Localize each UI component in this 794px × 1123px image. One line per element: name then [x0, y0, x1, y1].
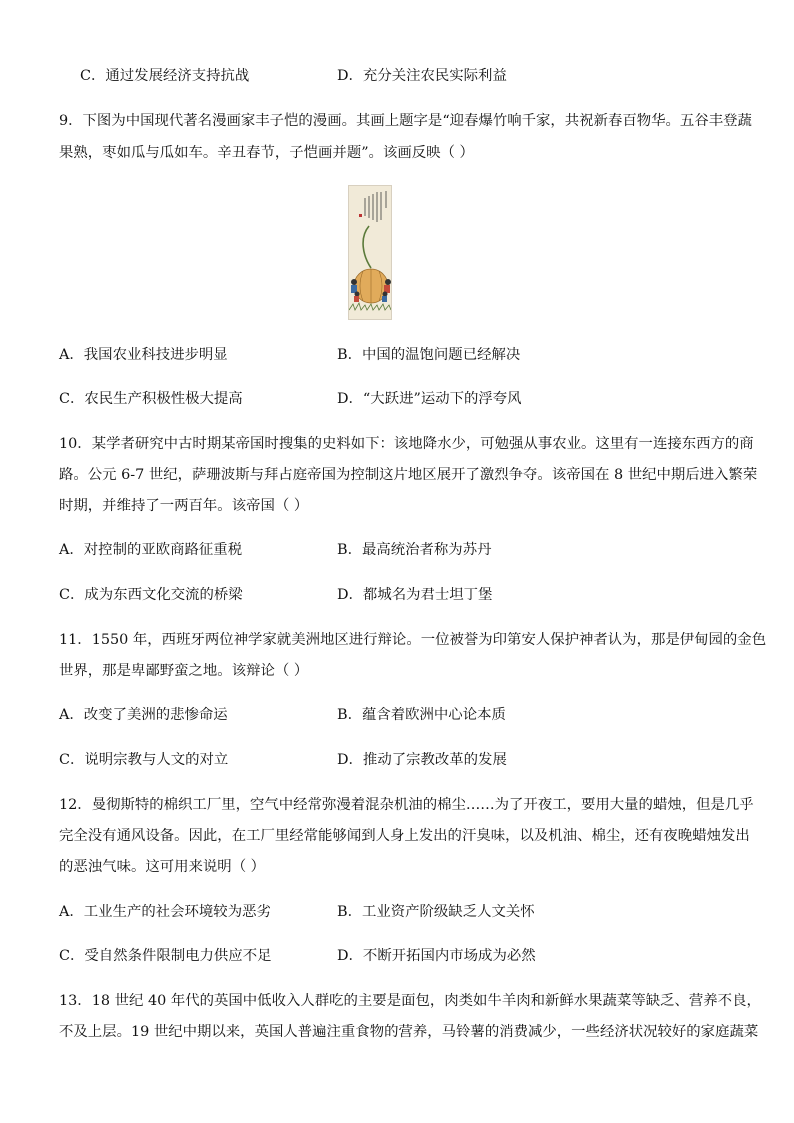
q10-stem-line-2: 路。公元 6-7 世纪，萨珊波斯与拜占庭帝国为控制这片地区展开了激烈争夺。该帝国在 8 世纪中期后进入繁荣: [59, 467, 758, 483]
q10-option-d: D．都城名为君士坦丁堡: [337, 587, 493, 603]
q12-option-b: B．工业资产阶级缺乏人文关怀: [337, 904, 535, 920]
q11-option-c: C．说明宗教与人文的对立: [59, 752, 229, 768]
q11-option-d: D．推动了宗教改革的发展: [337, 752, 507, 768]
q9-stem-line-2: 果熟，枣如瓜与瓜如车。辛丑春节，子恺画并题”。该画反映（ ）: [59, 145, 474, 161]
pumpkin-cartoon-drawing: [349, 186, 391, 319]
q10-option-a: A．对控制的亚欧商路征重税: [59, 542, 243, 558]
q11-stem-line-2: 世界，那是卑鄙野蛮之地。该辩论（ ）: [59, 663, 309, 679]
q12-stem-line-2: 完全没有通风设备。因此，在工厂里经常能够闻到人身上发出的汗臭味，以及机油、棉尘，还有夜晚蜡烛发出: [59, 828, 750, 844]
q9-option-d: D．“大跃进”运动下的浮夸风: [337, 391, 522, 407]
q10-stem-line-1: 10．某学者研究中古时期某帝国时搜集的史料如下：该地降水少，可勉强从事农业。这里有一连接东西方的商: [59, 436, 754, 452]
q12-stem-line-1: 12．曼彻斯特的棉织工厂里，空气中经常弥漫着混杂机油的棉尘……为了开夜工，要用大量的蜡烛，但是几乎: [59, 797, 754, 813]
q9-stem-line-1: 9．下图为中国现代著名漫画家丰子恺的漫画。其画上题字是“迎春爆竹响千家，共祝新春百物华。五谷丰登蔬: [59, 113, 752, 129]
q8-option-d: D．充分关注农民实际利益: [337, 68, 507, 84]
q9-option-a: A．我国农业科技进步明显: [59, 347, 228, 363]
q11-option-b: B．蕴含着欧洲中心论本质: [337, 707, 506, 723]
q11-stem-line-1: 11．1550 年，西班牙两位神学家就美洲地区进行辩论。一位被誉为印第安人保护神者认为，那是伊甸园的金色: [59, 632, 767, 648]
q13-stem-line-1: 13．18 世纪 40 年代的英国中低收入人群吃的主要是面包，肉类如牛羊肉和新鲜水果蔬菜等缺乏、营养不良，: [59, 993, 761, 1009]
q10-option-b: B．最高统治者称为苏丹: [337, 542, 492, 558]
q12-stem-line-3: 的恶浊气味。这可用来说明（ ）: [59, 859, 266, 875]
q10-stem-line-3: 时期，并维持了一两百年。该帝国（ ）: [59, 498, 309, 514]
q8-option-c: C．通过发展经济支持抗战: [80, 68, 250, 84]
q12-option-d: D．不断开拓国内市场成为必然: [337, 948, 536, 964]
q11-option-a: A．改变了美洲的悲惨命运: [59, 707, 228, 723]
q9-option-b: B．中国的温饱问题已经解决: [337, 347, 521, 363]
q10-option-c: C．成为东西文化交流的桥梁: [59, 587, 243, 603]
q13-stem-line-2: 不及上层。19 世纪中期以来，英国人普遍注重食物的营养，马铃薯的消费减少，一些经济状况较好的家庭蔬菜: [59, 1024, 759, 1040]
q9-option-c: C．农民生产积极性极大提高: [59, 391, 243, 407]
q12-option-c: C．受自然条件限制电力供应不足: [59, 948, 272, 964]
q12-option-a: A．工业生产的社会环境较为恶劣: [59, 904, 271, 920]
fengzikai-cartoon-image: [348, 185, 392, 320]
